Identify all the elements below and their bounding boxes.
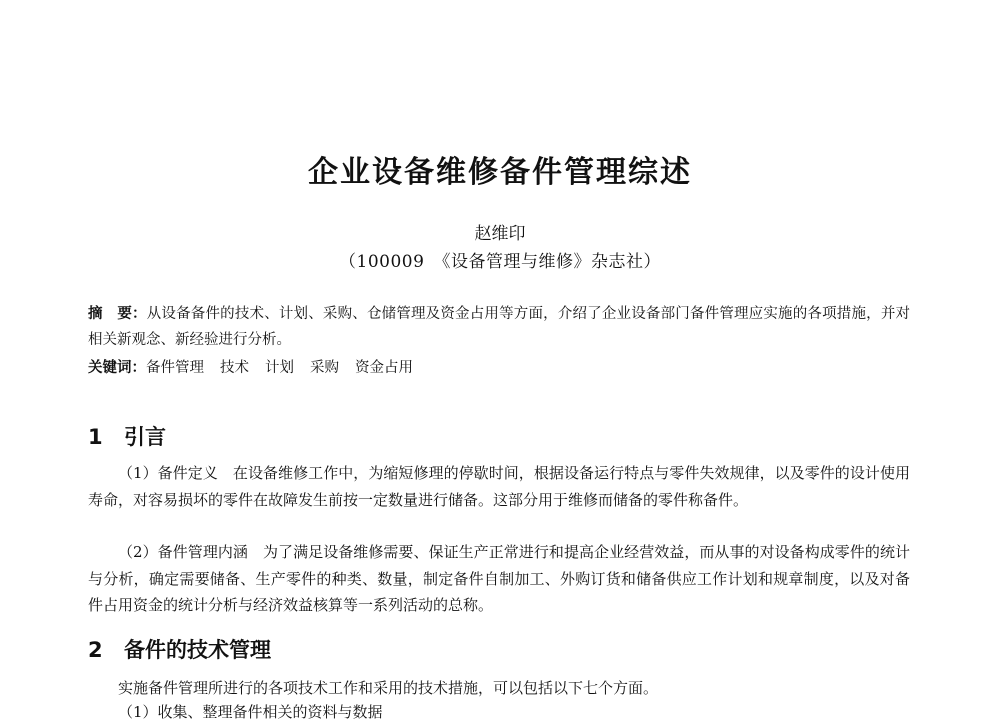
section-title: 引言: [124, 425, 166, 449]
paragraph-management-scope: （2）备件管理内涵 为了满足设备维修需要、保证生产正常进行和提高企业经营效益，而从事的对设备构成零件的统计与分析，确定需要储备、生产零件的种类、数量，制定备件自制加工、外购订货和储备供应工作计划和规章制度，以及对备件占用资金的统计分析与经济效益核算等一系列活动的总称。: [88, 543, 910, 614]
paper-title: 企业设备维修备件管理综述: [308, 155, 692, 190]
keywords-label: 关键词：: [88, 360, 146, 376]
keyword: 技术: [220, 360, 249, 376]
abstract-text: 从设备备件的技术、计划、采购、仓储管理及资金占用等方面，介绍了企业设备部门备件管理应实施的各项措施，并对相关新观念、新经验进行分析。: [88, 306, 911, 348]
section-number: 2: [88, 638, 103, 662]
keyword: 资金占用: [355, 360, 413, 376]
abstract: [88, 301, 910, 353]
section-title: 备件的技术管理: [124, 638, 271, 662]
abstract-label: 摘 要：: [88, 306, 147, 322]
author-affiliation: （100009 《设备管理与维修》杂志社）: [339, 252, 661, 272]
paragraph-spare-part-definition: （1）备件定义 在设备维修工作中，为缩短修理的停歇时间，根据设备运行特点与零件失效规律，以及零件的设计使用寿命，对容易损坏的零件在故障发生前按一定数量进行储备。这部分用于维修而储备的零件称备件。: [88, 464, 910, 509]
section-heading-2: [88, 634, 271, 664]
section-number: 1: [88, 425, 103, 449]
keyword: 备件管理: [146, 360, 204, 376]
keywords: [88, 356, 910, 377]
keyword: 采购: [310, 360, 339, 376]
paragraph-technical-intro: 实施备件管理所进行的各项技术工作和采用的技术措施，可以包括以下七个方面。: [118, 679, 659, 697]
section-heading-1: [88, 421, 166, 451]
author-name: 赵维印: [474, 224, 526, 244]
list-item-collect-data: （1）收集、整理备件相关的资料与数据: [118, 703, 383, 721]
keyword: 计划: [265, 360, 294, 376]
